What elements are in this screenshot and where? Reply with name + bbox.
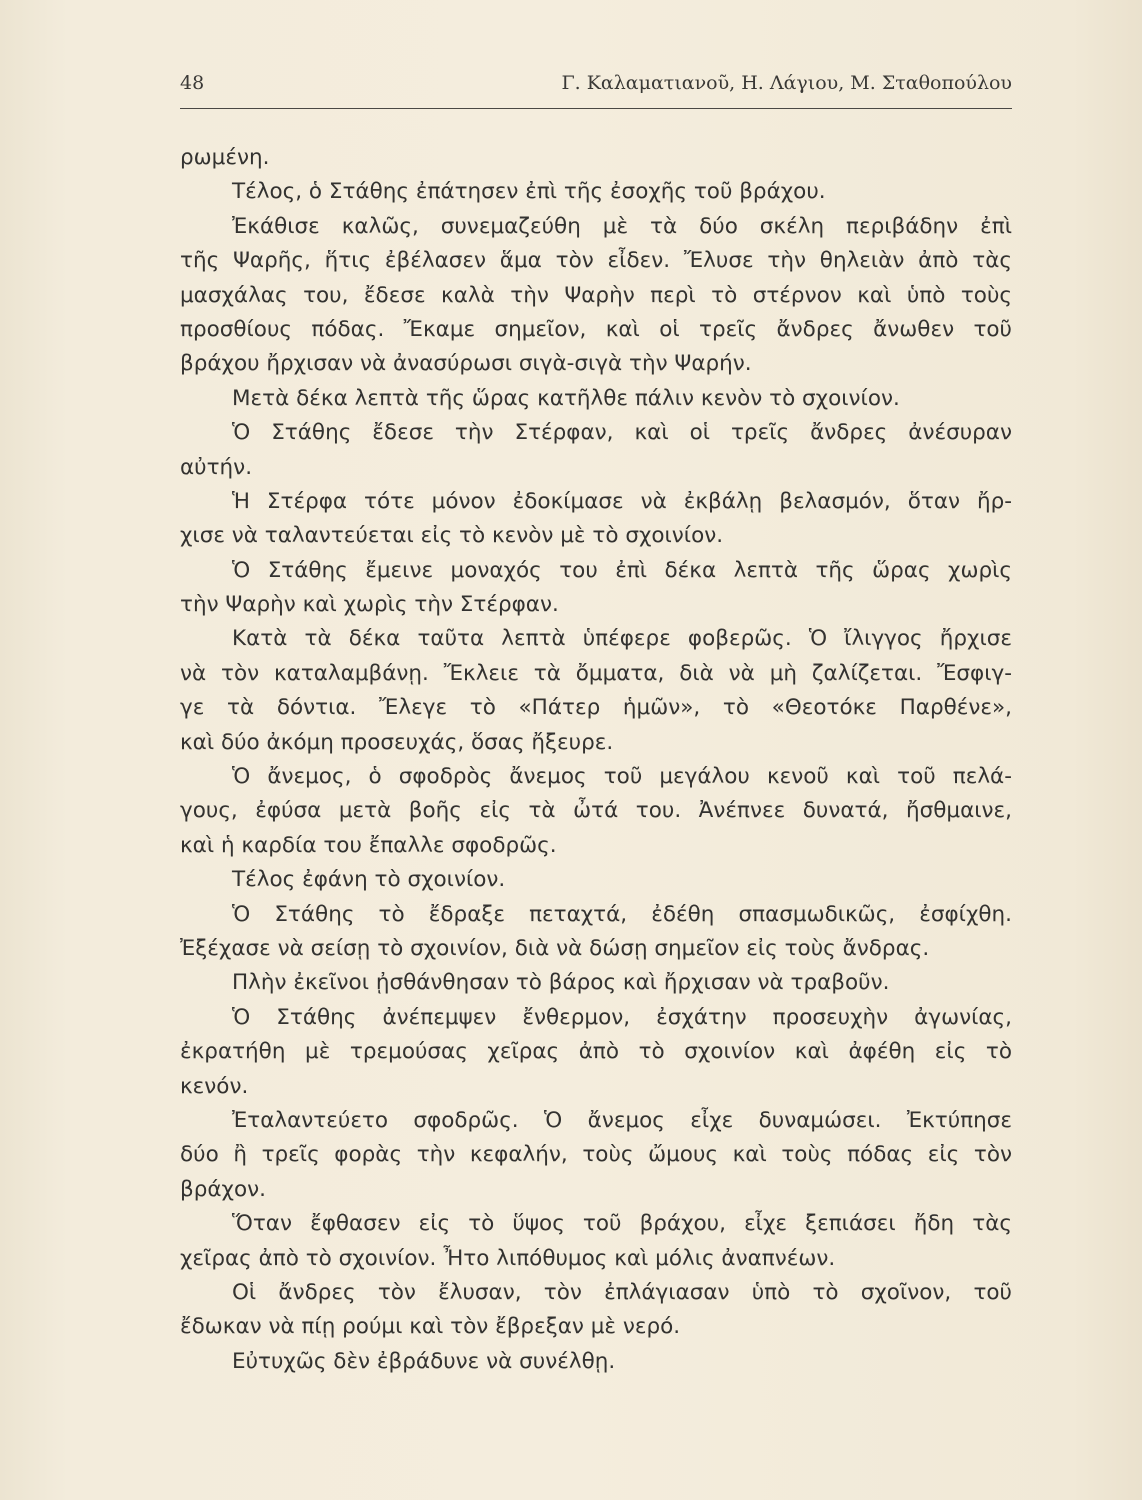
paragraph (180, 485, 1012, 554)
page-number: 48 (180, 72, 205, 94)
text-line: Ὁ Στάθης ἔδεσε τὴν Στέρφαν, καὶ οἱ τρεῖς ἄνδρες ἀνέσυραν (232, 420, 1012, 446)
text-line: τὴν Ψαρὴν καὶ χωρὶς τὴν Στέρφαν. (180, 592, 559, 618)
text-line: προσθίους πόδας. Ἔκαμε σημεῖον, καὶ οἱ τρεῖς ἄνδρες ἄνωθεν τοῦ (180, 316, 1012, 342)
paragraph (180, 1104, 1012, 1207)
paragraph (180, 175, 1012, 209)
paragraph (180, 416, 1012, 485)
text-line: Τέλος, ὁ Στάθης ἐπάτησεν ἐπὶ τῆς ἐσοχῆς τοῦ βράχου. (232, 179, 826, 205)
header-rule (180, 108, 1012, 109)
running-header (180, 72, 1012, 102)
paragraph (180, 966, 1012, 1000)
text-line: βράχου ἤρχισαν νὰ ἀνασύρωσι σιγὰ-σιγὰ τὴν Ψαρήν. (180, 351, 752, 377)
text-line: Μετὰ δέκα λεπτὰ τῆς ὥρας κατῆλθε πάλιν κενὸν τὸ σχοινίον. (232, 385, 900, 411)
text-line: Ἐταλαντεύετο σφοδρῶς. Ὁ ἄνεμος εἶχε δυναμώσει. Ἐκτύπησε (232, 1107, 1012, 1133)
paragraph (180, 141, 1012, 175)
header-authors: Γ. Καλαματιανοῦ, Η. Λάγιου, Μ. Σταθοπούλου (561, 72, 1012, 94)
paragraph (180, 760, 1012, 863)
text-line: κενόν. (180, 1073, 249, 1099)
paragraph (180, 382, 1012, 416)
body-text (180, 141, 1012, 1379)
paragraph (180, 898, 1012, 967)
text-line: γε τὰ δόντια. Ἔλεγε τὸ «Πάτερ ἡμῶν», τὸ «Θεοτόκε Παρθένε», (180, 695, 1012, 721)
text-line: Ἐκάθισε καλῶς, συνεμαζεύθη μὲ τὰ δύο σκέλη περιβάδην ἐπὶ (232, 213, 1012, 239)
text-line: Ἡ Στέρφα τότε μόνον ἐδοκίμασε νὰ ἐκβάλῃ βελασμόν, ὅταν ἤρ- (232, 488, 1012, 514)
text-line: δύο ἢ τρεῖς φορὰς τὴν κεφαλήν, τοὺς ὤμους καὶ τοὺς πόδας εἰς τὸν (180, 1142, 1012, 1168)
text-line: μασχάλας του, ἔδεσε καλὰ τὴν Ψαρὴν περὶ τὸ στέρνον καὶ ὑπὸ τοὺς (180, 282, 1012, 308)
text-line: Ὅταν ἔφθασεν εἰς τὸ ὕψος τοῦ βράχου, εἶχε ξεπιάσει ἤδη τὰς (232, 1211, 1012, 1237)
paragraph (180, 1207, 1012, 1276)
text-line: Κατὰ τὰ δέκα ταῦτα λεπτὰ ὑπέφερε φοβερῶς. Ὁ ἴλιγγος ἤρχισε (232, 626, 1012, 652)
text-line: τῆς Ψαρῆς, ἥτις ἐβέλασεν ἅμα τὸν εἶδεν. Ἔλυσε τὴν θηλειὰν ἀπὸ τὰς (180, 248, 1012, 274)
text-line: γους, ἐφύσα μετὰ βοῆς εἰς τὰ ὦτά του. Ἀνέπνεε δυνατά, ἤσθμαινε, (180, 798, 1012, 824)
paragraph (180, 1345, 1012, 1379)
paragraph (180, 1001, 1012, 1104)
text-line: καὶ δύο ἀκόμη προσευχάς, ὅσας ἤξευρε. (180, 729, 614, 755)
text-line: νὰ τὸν καταλαμβάνῃ. Ἔκλειε τὰ ὄμματα, διὰ νὰ μὴ ζαλίζεται. Ἔσφιγ- (180, 660, 1012, 686)
text-line: Ὁ ἄνεμος, ὁ σφοδρὸς ἄνεμος τοῦ μεγάλου κενοῦ καὶ τοῦ πελά- (232, 764, 1012, 790)
text-line: Πλὴν ἐκεῖνοι ᾐσθάνθησαν τὸ βάρος καὶ ἤρχισαν νὰ τραβοῦν. (232, 970, 890, 996)
text-line: ρωμένη. (180, 145, 270, 170)
text-line: χισε νὰ ταλαντεύεται εἰς τὸ κενὸν μὲ τὸ σχοινίον. (180, 523, 724, 549)
text-line: Εὐτυχῶς δὲν ἐβράδυνε νὰ συνέλθῃ. (232, 1348, 616, 1374)
text-line: αὐτήν. (180, 454, 253, 480)
text-line: Ὁ Στάθης τὸ ἔδραξε πεταχτά, ἐδέθη σπασμωδικῶς, ἐσφίχθη. (232, 901, 1012, 927)
text-line: καὶ ἡ καρδία του ἔπαλλε σφοδρῶς. (180, 832, 557, 858)
text-line: Ἐξέχασε νὰ σείσῃ τὸ σχοινίον, διὰ νὰ δώσῃ σημεῖον εἰς τοὺς ἄνδρας. (180, 935, 930, 961)
paragraph (180, 863, 1012, 897)
paragraph (180, 622, 1012, 760)
text-line: βράχον. (180, 1176, 266, 1202)
paragraph (180, 1276, 1012, 1345)
text-line: Ὁ Στάθης ἔμεινε μοναχός του ἐπὶ δέκα λεπτὰ τῆς ὥρας χωρὶς (232, 557, 1012, 583)
text-line: χεῖρας ἀπὸ τὸ σχοινίον. Ἦτο λιπόθυμος καὶ μόλις ἀναπνέων. (180, 1245, 836, 1271)
paragraph (180, 554, 1012, 623)
text-line: Τέλος ἐφάνη τὸ σχοινίον. (232, 867, 506, 893)
text-line: ἐκρατήθη μὲ τρεμούσας χεῖρας ἀπὸ τὸ σχοινίον καὶ ἀφέθη εἰς τὸ (180, 1039, 1012, 1065)
paragraph (180, 210, 1012, 382)
text-line: Οἱ ἄνδρες τὸν ἔλυσαν, τὸν ἐπλάγιασαν ὑπὸ τὸ σχοῖνον, τοῦ (232, 1279, 1012, 1305)
text-line: Ὁ Στάθης ἀνέπεμψεν ἔνθερμον, ἐσχάτην προσευχὴν ἀγωνίας, (232, 1004, 1012, 1030)
text-line: ἔδωκαν νὰ πίῃ ρούμι καὶ τὸν ἔβρεξαν μὲ νερό. (180, 1314, 681, 1340)
